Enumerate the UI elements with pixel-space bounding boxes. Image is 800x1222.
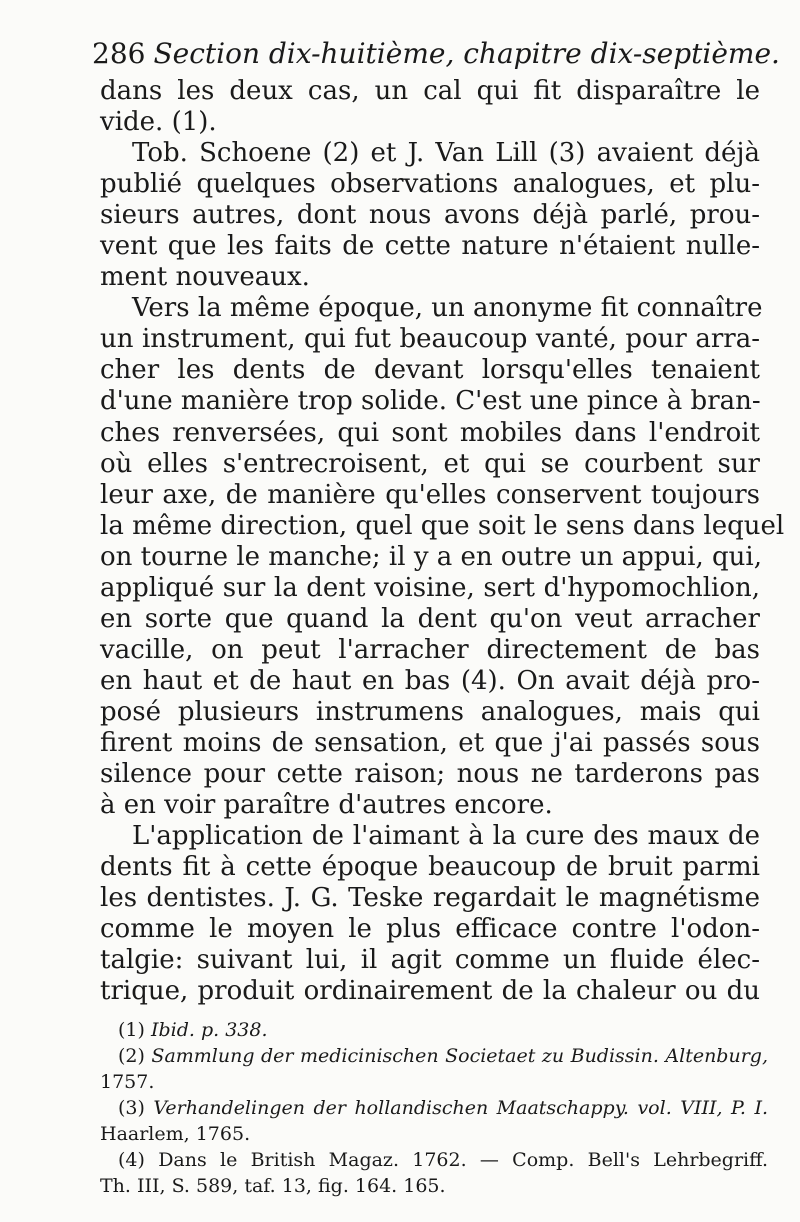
text-line: où elles s'entrecroisent, et qui se courbent sur — [100, 448, 760, 479]
text-line: un instrument, qui fut beaucoup vanté, pour arra- — [100, 324, 760, 355]
page-header — [92, 34, 780, 74]
text-line: vent que les faits de cette nature n'étaient nulle- — [100, 231, 760, 262]
footnote-text: Ibid. p. 338. — [150, 1019, 268, 1041]
footnote-marker: (3) — [118, 1097, 145, 1119]
text-line: en sorte que quand la dent qu'on veut arracher — [100, 603, 760, 634]
text-line: L'application de l'aimant à la cure des maux de — [132, 821, 760, 852]
footnote-3-continuation: Haarlem, 1765. — [100, 1123, 251, 1145]
text-line: à en voir paraître d'autres encore. — [100, 790, 553, 821]
footnote-2-continuation: 1757. — [100, 1071, 155, 1093]
footnote-marker: (1) — [118, 1019, 145, 1041]
page-number: 286 — [92, 37, 146, 70]
text-line: sieurs autres, dont nous avons déjà parlé, prou- — [100, 200, 760, 231]
footnote-1 — [100, 1017, 768, 1043]
text-line: firent moins de sensation, et que j'ai passés sous — [100, 727, 760, 758]
text-line: vacille, on peut l'arracher directement de bas — [100, 634, 760, 665]
text-line: appliqué sur la dent voisine, sert d'hypomochlion, — [100, 572, 760, 603]
text-line: les dentistes. J. G. Teske regardait le magnétisme — [100, 883, 760, 914]
footnotes — [100, 1017, 768, 1199]
footnote-marker: (4) — [118, 1149, 145, 1171]
text-line: Vers la même époque, un anonyme fit connaître — [132, 293, 763, 324]
footnote-marker: (2) — [118, 1045, 145, 1067]
text-line: en haut et de haut en bas (4). On avait déjà pro- — [100, 665, 760, 696]
text-line: vide. (1). — [100, 107, 217, 138]
footnote-4 — [100, 1147, 768, 1173]
text-line: d'une manière trop solide. C'est une pince à bran- — [100, 386, 761, 417]
text-line: dents fit à cette époque beaucoup de bruit parmi — [100, 852, 760, 883]
footnote-text: Verhandelingen der hollandischen Maatschappy. vol. VIII, P. I. — [153, 1097, 768, 1119]
text-line: talgie: suivant lui, il agit comme un fluide élec- — [100, 945, 760, 976]
text-line: ment nouveaux. — [100, 262, 310, 293]
text-line: trique, produit ordinairement de la chaleur ou du — [100, 976, 760, 1007]
text-line: silence pour cette raison; nous ne tarderons pas — [100, 759, 760, 790]
footnote-text: Dans le British Magaz. 1762. — Comp. Bell's Lehrbegriff. — [158, 1149, 768, 1171]
footnote-4-continuation: Th. III, S. 589, taf. 13, fig. 164. 165. — [100, 1175, 446, 1197]
text-line: comme le moyen le plus efficace contre l'odon- — [100, 914, 760, 945]
footnote-2 — [100, 1043, 768, 1069]
running-title: Section dix-huitième, chapitre dix-septième. — [153, 37, 780, 70]
text-line: cher les dents de devant lorsqu'elles tenaient — [100, 355, 760, 386]
text-line: la même direction, quel que soit le sens dans lequel — [100, 510, 785, 541]
body-text — [100, 76, 785, 1007]
text-line: Tob. Schoene (2) et J. Van Lill (3) avaient déjà — [132, 138, 760, 169]
text-line: leur axe, de manière qu'elles conservent toujours — [100, 479, 760, 510]
text-line: publié quelques observations analogues, et plu- — [100, 169, 760, 200]
footnote-3 — [100, 1095, 768, 1121]
text-line: on tourne le manche; il y a en outre un appui, qui, — [100, 541, 762, 572]
text-line: posé plusieurs instrumens analogues, mais qui — [100, 696, 760, 727]
text-line: ches renversées, qui sont mobiles dans l'endroit — [100, 417, 760, 448]
text-line: dans les deux cas, un cal qui fit disparaître le — [100, 76, 760, 106]
footnote-text: Sammlung der medicinischen Societaet zu Budissin. Altenburg, — [151, 1045, 768, 1067]
